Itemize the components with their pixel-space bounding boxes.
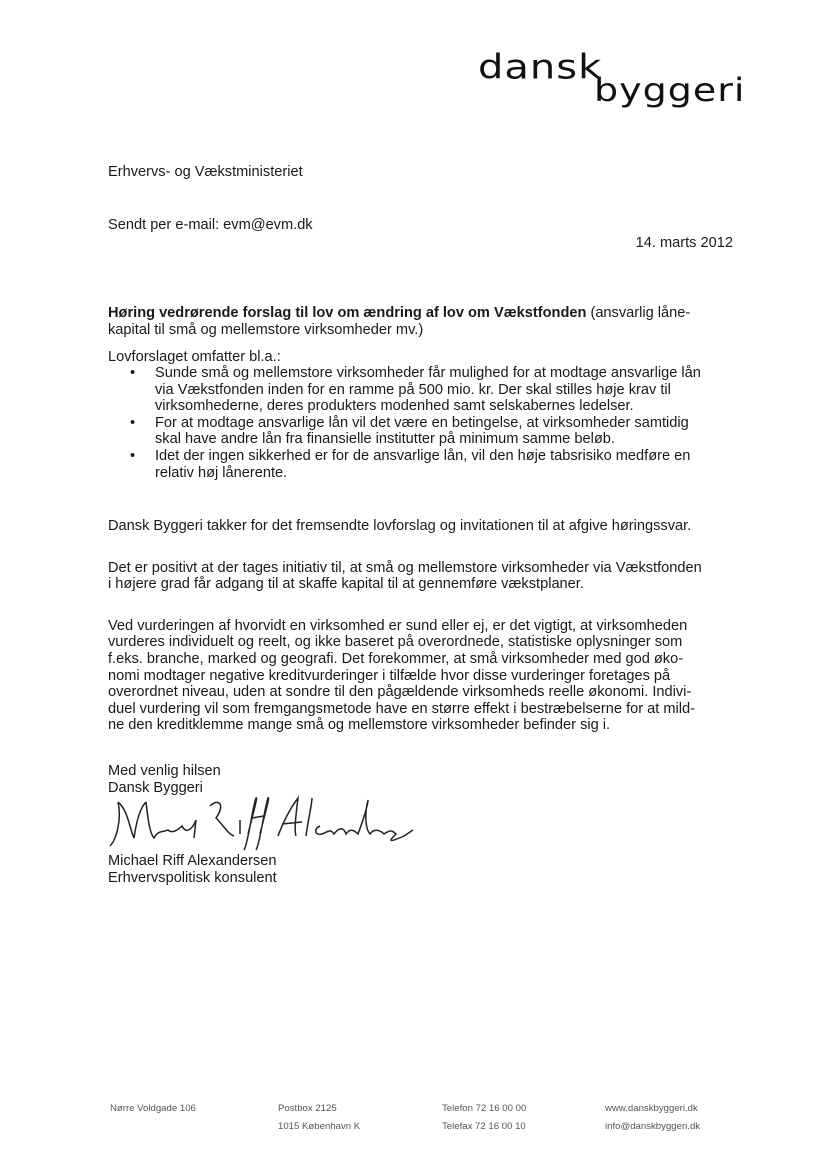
body-paragraph [108, 518, 702, 535]
footer-phone [442, 1100, 526, 1136]
footer-postbox-number: Postbox 2125 [278, 1103, 337, 1114]
paragraph-line: f.eks. branche, marked og geografi. Det forekommer, at små virksomheder med god øko- [108, 650, 684, 667]
footer-contact [605, 1100, 700, 1136]
bullet-dot-icon: • [130, 447, 136, 464]
subject-bold: Høring vedrørende forslag til lov om ændring af lov om Vækstfonden [108, 305, 587, 321]
bullet-line: Idet der ingen sikkerhed er for de ansvarlige lån, vil den høje tabsrisiko medføre en [155, 447, 691, 464]
bullet-item [108, 415, 701, 448]
bullet-list [108, 365, 701, 481]
sender-title: Erhvervspolitisk konsulent [108, 869, 277, 886]
paragraph-line: vurderes individuelt og reelt, og ikke baseret på overordnede, statistiske oplysninger som [108, 634, 683, 651]
footer-email-link[interactable]: info@danskbyggeri.dk [605, 1121, 701, 1132]
subject-line2: kapital til små og mellemstore virksomheder mv.) [108, 321, 424, 338]
sender-name: Michael Riff Alexandersen [108, 853, 277, 869]
bullet-dot-icon: • [130, 414, 136, 431]
paragraph-line: overordnet niveau, uden at sondre til den pågældende virksomheds reelle økonomi. Indivi- [108, 684, 692, 701]
sender-org: Dansk Byggeri [108, 779, 203, 796]
footer-street: Nørre Voldgade 106 [110, 1103, 196, 1114]
bullet-line: via Vækstfonden inden for en ramme på 500 mio. kr. Der skal stilles høje krav til [155, 381, 671, 398]
subject-rest: (ansvarlig låne- [586, 305, 691, 321]
subject [108, 305, 690, 338]
footer-address [110, 1100, 196, 1118]
footer-website-link[interactable]: www.danskbyggeri.dk [605, 1103, 698, 1114]
footer-telefon: Telefon 72 16 00 00 [442, 1103, 527, 1114]
sent-via: Sendt per e-mail: evm@evm.dk [108, 217, 313, 233]
bullet-dot-icon: • [130, 365, 136, 381]
paragraph-line: Dansk Byggeri takker for det fremsendte lovforslag og invitationen til at afgive høringssvar. [108, 518, 692, 534]
bullet-line: For at modtage ansvarlige lån vil det være en betingelse, at virksomheder samtidig [155, 414, 689, 431]
paragraph-line: duel vurdering vil som fremgangsmetode have en større effekt i bestræbelserne for at mild- [108, 700, 695, 717]
footer-city: 1015 København K [278, 1121, 361, 1132]
paragraph-line: nomi modtager negative kreditvurderinger i tilfælde hvor disse vurderinger foretages på [108, 667, 671, 684]
paragraph-line: ne den kreditklemme mange små og mellemstore virksomheder befinder sig i. [108, 717, 611, 734]
bullet-item [108, 448, 701, 481]
letter-date: 14. marts 2012 [635, 235, 733, 251]
sender-signoff [108, 853, 277, 886]
body-paragraph [108, 560, 702, 593]
paragraph-line: Det er positivt at der tages initiativ til, at små og mellemstore virksomheder via Vækstfonden [108, 559, 702, 576]
intro: Lovforslaget omfatter bl.a.: [108, 349, 281, 365]
bullet-line: skal have andre lån fra finansielle institutter på minimum samme beløb. [155, 431, 615, 448]
dansk-byggeri-logo [478, 48, 746, 118]
bullet-item [108, 365, 701, 415]
logo-word-dansk: dansk [478, 48, 603, 88]
recipient: Erhvervs- og Vækstministeriet [108, 164, 303, 180]
bullet-line: relativ høj lånerente. [155, 464, 288, 481]
paragraph-line: Ved vurderingen af hvorvidt en virksomhed er sund eller ej, er det vigtigt, at virksomheden [108, 617, 688, 634]
greeting: Med venlig hilsen [108, 763, 221, 779]
footer-telefax: Telefax 72 16 00 10 [442, 1121, 526, 1132]
footer-postbox [278, 1100, 360, 1136]
bullet-line: Sunde små og mellemstore virksomheder får mulighed for at modtage ansvarlige lån [155, 365, 701, 381]
signature [108, 790, 418, 852]
body-paragraph [108, 618, 702, 734]
logo-word-byggeri: byggeri [594, 71, 746, 109]
body-paragraphs [108, 518, 702, 734]
bullet-line: virksomhederne, deres produkters modenhed samt selskabernes ledelser. [155, 398, 634, 415]
paragraph-line: i højere grad får adgang til at skaffe kapital til at gennemføre vækstplaner. [108, 576, 584, 593]
